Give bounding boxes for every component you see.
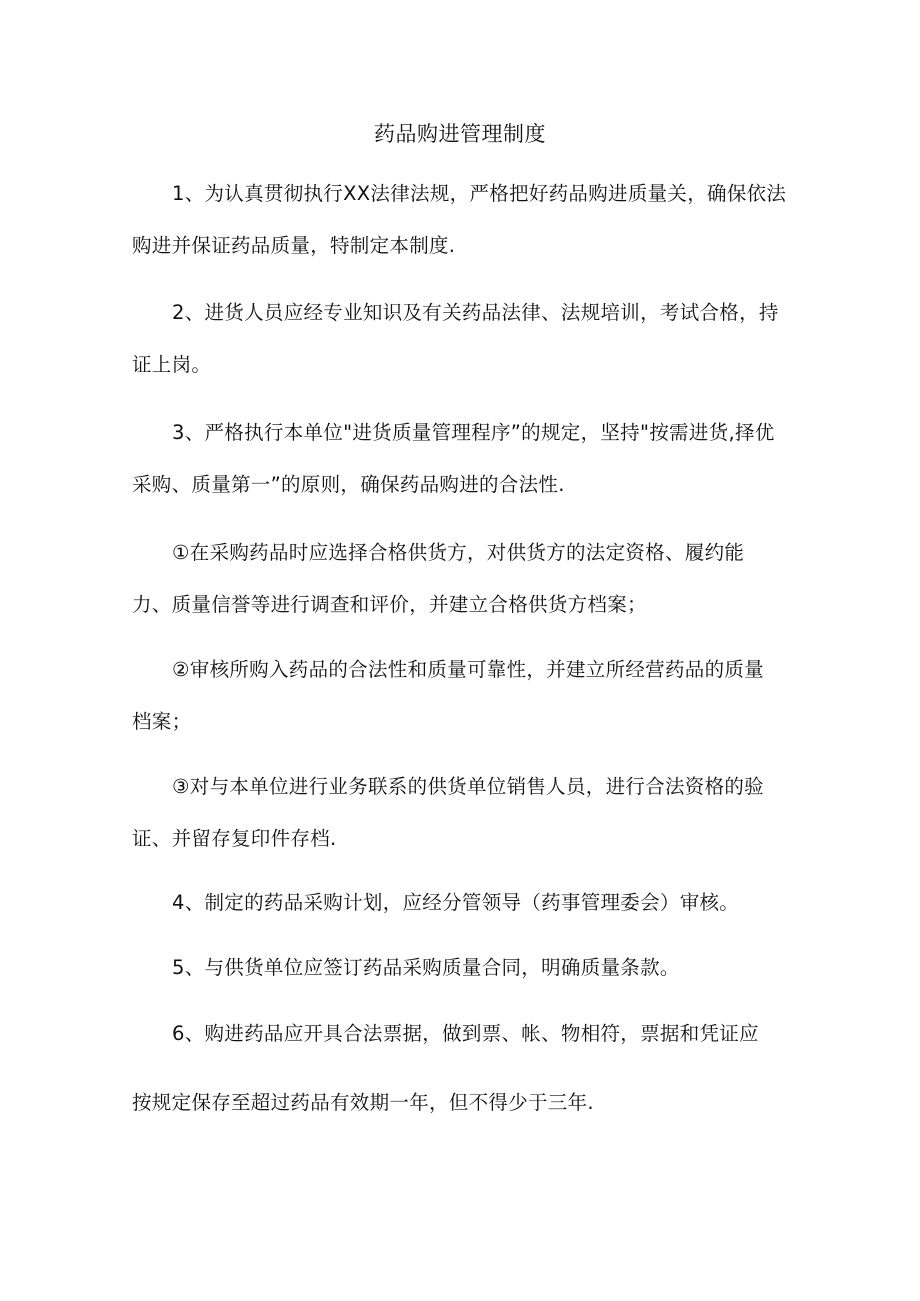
paragraph-line: 6、购进药品应开具合法票据，做到票、帐、物相符，票据和凭证应 bbox=[172, 1022, 759, 1045]
document-title: 药品购进管理制度 bbox=[374, 122, 546, 146]
paragraph-2 bbox=[132, 287, 782, 391]
paragraph-line: 档案； bbox=[132, 710, 192, 733]
paragraph-line: ③对与本单位进行业务联系的供货单位销售人员，进行合法资格的验 bbox=[172, 775, 764, 798]
paragraph-line: 证上岗。 bbox=[132, 353, 212, 376]
paragraph-sub-1 bbox=[132, 527, 782, 631]
paragraph-line: 采购、质量第一”的原则，确保药品购进的合法性. bbox=[132, 473, 565, 496]
paragraph-line: 力、质量信誉等进行调查和评价，并建立合格供货方档案； bbox=[132, 593, 647, 616]
paragraph-line: 1、为认真贯彻执行XX法律法规，严格把好药品购进质量关，确保依法 bbox=[172, 182, 787, 205]
paragraph-line: ①在采购药品时应选择合格供货方，对供货方的法定资格、履约能 bbox=[172, 541, 745, 564]
paragraph-3 bbox=[132, 407, 782, 511]
paragraph-4 bbox=[132, 877, 782, 929]
paragraph-line: 购进并保证药品质量，特制定本制度. bbox=[132, 234, 456, 257]
paragraph-line: 5、与供货单位应签订药品采购质量合同，明确质量条款。 bbox=[172, 956, 680, 979]
paragraph-line: 4、制定的药品采购计划，应经分管领导（药事管理委会）审核。 bbox=[172, 891, 740, 914]
paragraph-5 bbox=[132, 942, 782, 994]
paragraph-line: 2、进货人员应经专业知识及有关药品法律、法规培训，考试合格，持 bbox=[172, 301, 779, 324]
paragraph-sub-3 bbox=[132, 761, 782, 865]
paragraph-1 bbox=[132, 168, 787, 272]
paragraph-line: 证、并留存复印件存档. bbox=[132, 827, 337, 850]
paragraph-6 bbox=[132, 1008, 782, 1129]
paragraph-line: ②审核所购入药品的合法性和质量可靠性，并建立所经营药品的质量 bbox=[172, 658, 764, 681]
paragraph-sub-2 bbox=[132, 644, 782, 748]
paragraph-line: 按规定保存至超过药品有效期一年，但不得少于三年. bbox=[132, 1091, 594, 1114]
paragraph-line: 3、严格执行本单位"进货质量管理程序”的规定，坚持"按需进货,择优 bbox=[172, 421, 775, 444]
